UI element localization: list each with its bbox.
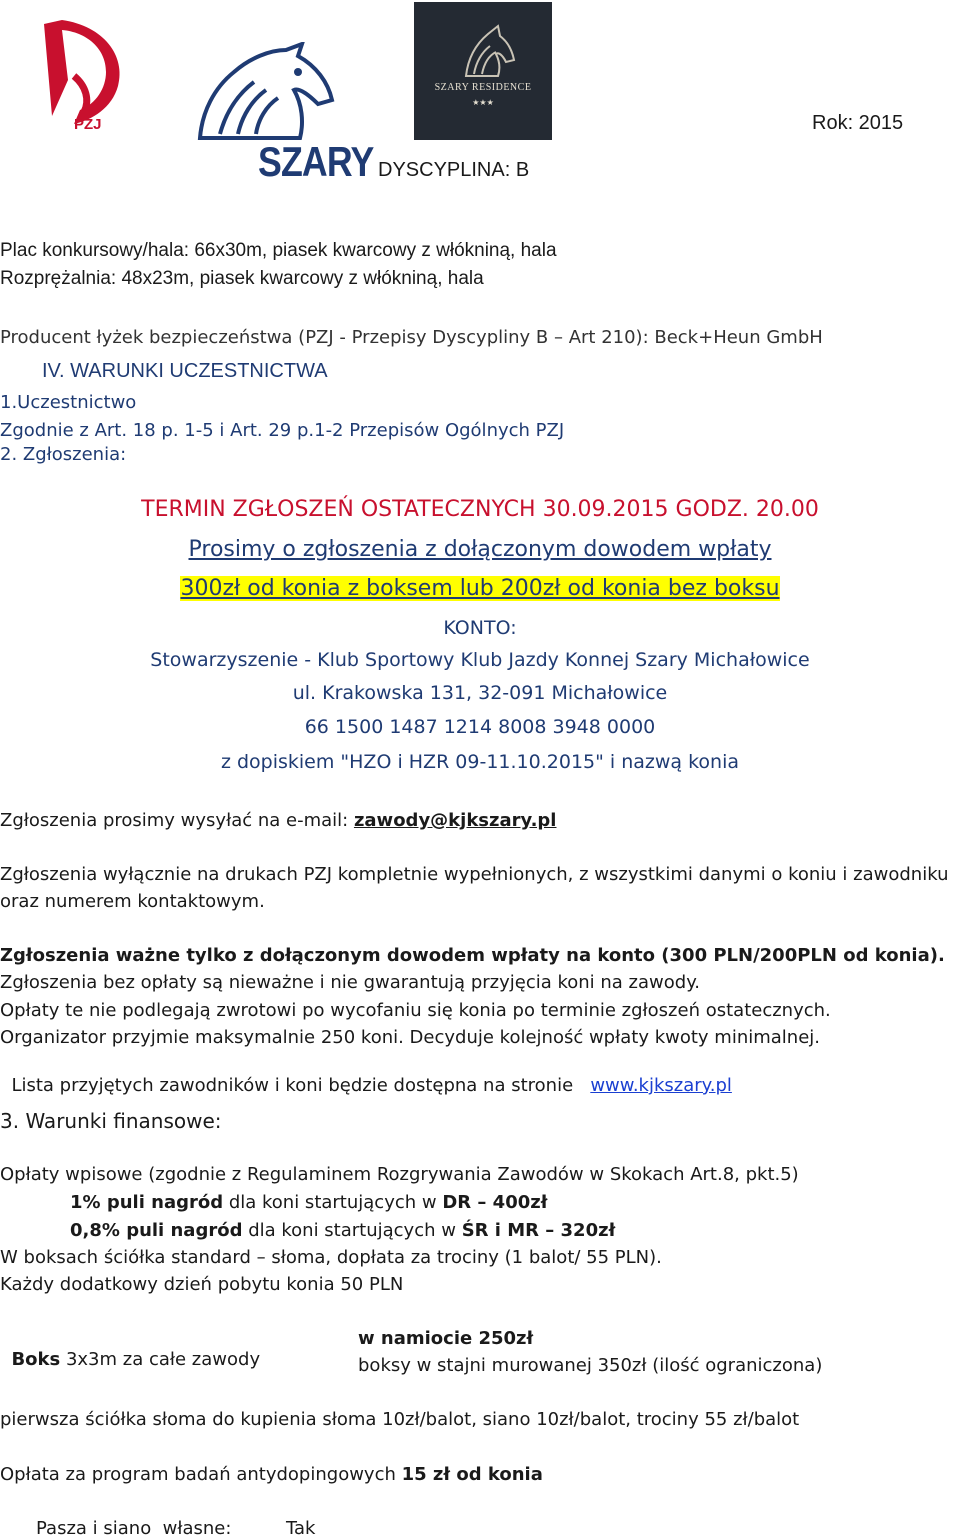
- valid-entries-text: Zgłoszenia ważne tylko z dołączonym dowodem wpłaty na konto (300 PLN/200PLN od konia).: [0, 945, 945, 966]
- doping-prefix: Opłata za program badań antydopingowych: [0, 1464, 402, 1485]
- entry-deadline: TERMIN ZGŁOSZEŃ OSTATECZNYCH 30.09.2015 GODZ. 20.00: [141, 497, 819, 522]
- year-label: Rok: 2015: [812, 112, 904, 134]
- fee-sr-mid: dla koni startujących w: [242, 1220, 462, 1241]
- valid-entries: [0, 945, 945, 966]
- fee-dr: [70, 1192, 547, 1213]
- participation-heading: 1.Uczestnictwo: [0, 392, 137, 413]
- transfer-note: z dopiskiem "HZO i HZR 09-11.10.2015" i nazwą konia: [220, 751, 740, 773]
- section-heading: IV. WARUNKI UCZESTNICTWA: [42, 360, 328, 382]
- fee-dr-mid: dla koni startujących w: [223, 1192, 443, 1213]
- first-bedding: pierwsza ściółka słoma do kupienia słoma 10zł/balot, siano 10zł/balot, trociny 55 zł/balot: [0, 1409, 800, 1430]
- list-line: [0, 1054, 732, 1096]
- own-feed-label: Pasza i siano własne:: [36, 1518, 232, 1539]
- residence-stars: ★★★: [472, 98, 494, 107]
- fee-dr-level: DR – 400zł: [442, 1192, 548, 1213]
- box-tent: [358, 1328, 533, 1349]
- pzj-logo-text: PZJ: [74, 116, 102, 133]
- box-label: [0, 1328, 260, 1370]
- doping-fee: [0, 1464, 543, 1485]
- payment-request: [0, 537, 960, 562]
- arena-info: Plac konkursowy/hala: 66x30m, piasek kwarcowy z włókniną, hala: [0, 240, 557, 261]
- extra-day-info: Każdy dodatkowy dzień pobytu konia 50 PLN: [0, 1274, 404, 1295]
- email-link[interactable]: zawody@kjkszary.pl: [353, 810, 557, 831]
- doping-amount: 15 zł od konia: [401, 1464, 543, 1485]
- email-line: [0, 810, 556, 831]
- box-label-rest: 3x3m za całe zawody: [60, 1349, 261, 1370]
- entries-heading: 2. Zgłoszenia:: [0, 444, 127, 465]
- discipline-label: DYSCYPLINA: B: [378, 159, 530, 181]
- bedding-info: W boksach ściółka standard – słoma, dopłata za trociny (1 balot/ 55 PLN).: [0, 1247, 662, 1268]
- fee-sr-level: ŚR i MR – 320zł: [461, 1220, 616, 1241]
- residence-horse-icon: [414, 10, 552, 80]
- fees-intro: Opłaty wpisowe (zgodnie z Regulaminem Rozgrywania Zawodów w Skokach Art.8, pkt.5): [0, 1164, 799, 1185]
- account-name: Stowarzyszenie - Klub Sportowy Klub Jazdy Konnej Szary Michałowice: [150, 649, 810, 671]
- finance-heading: 3. Warunki finansowe:: [0, 1109, 222, 1133]
- payment-request-text: Prosimy o zgłoszenia z dołączonym dowodem wpłaty: [188, 537, 772, 562]
- cups-info: Producent łyżek bezpieczeństwa (PZJ - Przepisy Dyscypliny B – Art 210): Beck+Heun GmbH: [0, 327, 823, 348]
- fee-sr: [70, 1220, 615, 1241]
- szary-logo: [190, 42, 374, 188]
- szary-residence-logo: [414, 2, 552, 140]
- fee-sr-pool: 0,8% puli nagród: [70, 1220, 243, 1241]
- account-label: KONTO:: [443, 617, 517, 639]
- list-prefix: Lista przyjętych zawodników i koni będzie dostępna na stronie: [11, 1075, 591, 1096]
- invalid-entries: Zgłoszenia bez opłaty są nieważne i nie gwarantują przyjęcia koni na zawody.: [0, 972, 700, 993]
- forms-line-1: Zgłoszenia wyłącznie na drukach PZJ kompletnie wypełnionych, z wszystkimi danymi o koniu i zawodniku: [0, 864, 949, 885]
- entry-limit: Organizator przyjmie maksymalnie 250 koni. Decyduje kolejność wpłaty kwoty minimalnej.: [0, 1027, 820, 1048]
- pzj-logo: [34, 16, 134, 144]
- szary-logo-text: SZARY: [258, 138, 374, 185]
- fee-text: 300zł od konia z boksem lub 200zł od konia bez boksu: [180, 576, 780, 601]
- account-address: ul. Krakowska 131, 32-091 Michałowice: [292, 682, 668, 704]
- residence-logo-text: SZARY RESIDENCE: [434, 82, 532, 93]
- fee-line: [0, 576, 960, 601]
- forms-line-2: oraz numerem kontaktowym.: [0, 891, 265, 912]
- box-label-bold: Boks: [11, 1349, 61, 1370]
- account-number: 66 1500 1487 1214 8008 3948 0000: [304, 716, 656, 738]
- own-feed-value: Tak: [286, 1518, 316, 1539]
- warmup-info: Rozprężalnia: 48x23m, piasek kwarcowy z włókniną, hala: [0, 268, 484, 289]
- participation-rule: Zgodnie z Art. 18 p. 1-5 i Art. 29 p.1-2 Przepisów Ogólnych PZJ: [0, 420, 565, 441]
- fee-dr-pool: 1% puli nagród: [70, 1192, 224, 1213]
- email-prefix: Zgłoszenia prosimy wysyłać na e-mail:: [0, 810, 354, 831]
- website-link[interactable]: www.kjkszary.pl: [590, 1075, 732, 1096]
- box-stable: boksy w stajni murowanej 350zł (ilość ograniczona): [358, 1355, 823, 1376]
- refund-policy: Opłaty te nie podlegają zwrotowi po wycofaniu się konia po terminie zgłoszeń ostatecznych.: [0, 1000, 831, 1021]
- horse-head-icon: [190, 42, 350, 142]
- box-tent-text: w namiocie 250zł: [358, 1328, 534, 1349]
